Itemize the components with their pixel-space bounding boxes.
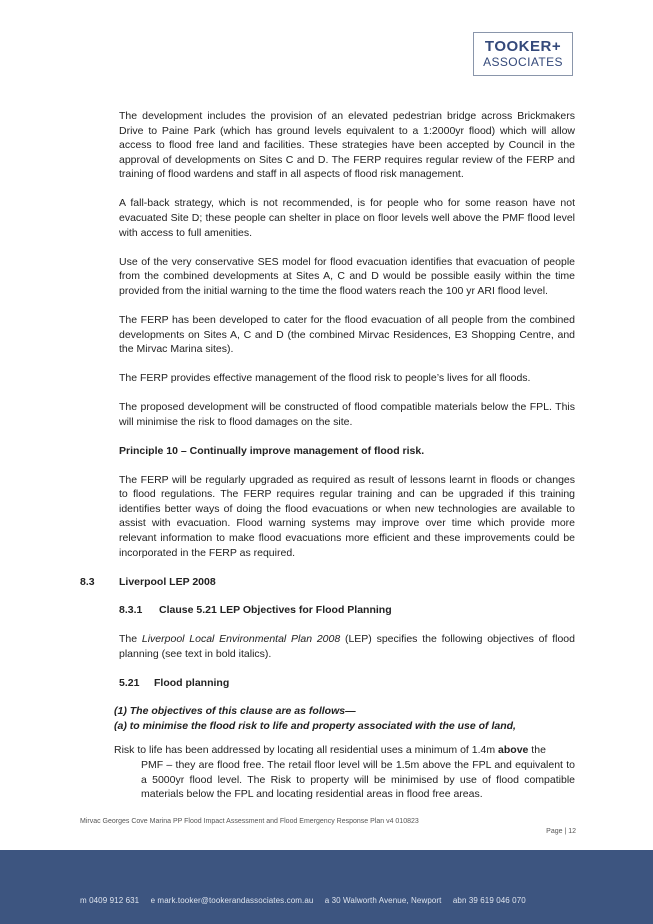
lep-title: Liverpool Local Environmental Plan 2008 — [141, 632, 341, 645]
paragraph-ferp-developed: The FERP has been developed to cater for the flood evacuation of all people from the combined developments on Sites A, C and D (the combined Mirvac Residences, E3 Shopping Centre, and the Mirvac Marina sites). — [119, 314, 575, 356]
section-8-3-title: Liverpool LEP 2008 — [119, 575, 216, 588]
paragraph-fallback: A fall-back strategy, which is not recommended, is for people who for some reason have not evacuated Site D; these people can shelter in place on floor levels well above the PMF flood level with access to full amenities. — [119, 197, 575, 239]
objectives-block — [114, 704, 575, 733]
contact-abn: abn 39 619 046 070 — [452, 896, 526, 905]
paragraph-risk — [114, 743, 575, 801]
paragraph-ferp-upgraded: The FERP will be regularly upgraded as required as result of lessons learnt in floods or changes to flood regulations. The FERP requires regular training and can be upgraded if this training identifies better ways of doing the flood evacuations or when new technologies are available to assist with evacuation. Flood warning systems may improve over time which provide more relevant information to make flood evacuations more efficient and these improvements could be incorporated in the FERP as required. — [119, 473, 575, 559]
contact-details — [80, 896, 535, 905]
section-8-3-number: 8.3 — [80, 575, 95, 588]
page-number: Page | 12 — [546, 828, 576, 835]
logo-line-1: TOOKER+ — [484, 38, 562, 55]
document-footer: Mirvac Georges Cove Marina PP Flood Impact Assessment and Flood Emergency Response Plan v4 010823 — [80, 818, 419, 825]
contact-phone: m 0409 912 631 — [80, 896, 140, 905]
risk-part-1: Risk to life has been addressed by locating all residential uses a minimum of 1.4m — [114, 744, 499, 757]
document-body — [80, 109, 575, 816]
lep-prefix: The — [119, 632, 142, 645]
principle-10-heading: Principle 10 – Continually improve management of flood risk. — [119, 445, 425, 458]
paragraph-ferp-effective: The FERP provides effective management of the flood risk to people’s lives for all floods. — [119, 372, 531, 385]
paragraph-ses-model: Use of the very conservative SES model for flood evacuation identifies that evacuation of people from the combined developments at Sites A, C and D would be possible easily within the time provided from the initial warning to the time the flood waters reach the 100 yr ARI flood level. — [119, 255, 575, 297]
paragraph-lep — [119, 632, 575, 661]
section-8-3-1-number: 8.3.1 — [119, 604, 143, 617]
paragraph-bridge: The development includes the provision of an elevated pedestrian bridge across Brickmakers Drive to Paine Park (which has ground levels equivalent to a 1:2000yr flood) which will allow access to flood free land and facilities. These strategies have been accepted by Council in the approval of developments on Sites C and D. The FERP requires regular review of the FERP and training of flood wardens and staff in all aspects of flood risk management. — [119, 110, 575, 181]
company-logo — [473, 32, 573, 76]
objective-1: (1) The objectives of this clause are as follows— — [114, 705, 356, 718]
risk-continuation: PMF – they are flood free. The retail floor level will be 1.5m above the FPL and equivalent to a 5000yr flood level. The Risk to property will be minimised by use of flood compatible materials below the FPL and locating residential areas in flood free areas. — [141, 759, 575, 801]
risk-part-2: the — [528, 744, 546, 757]
lep-suffix: (LEP) specifies the following objectives of flood planning (see text in bold italics). — [119, 632, 575, 660]
risk-bold: above — [498, 744, 529, 757]
objective-a: (a) to minimise the flood risk to life and property associated with the use of land, — [114, 719, 516, 732]
contact-band — [0, 850, 653, 924]
contact-address: a 30 Walworth Avenue, Newport — [324, 896, 442, 905]
section-8-3-1-heading — [119, 603, 575, 618]
section-8-3-heading — [80, 575, 575, 590]
section-8-3-1-title: Clause 5.21 LEP Objectives for Flood Planning — [159, 604, 392, 617]
clause-5-21-heading: 5.21 Flood planning — [119, 676, 230, 689]
contact-email: e mark.tooker@tookerandassociates.com.au — [150, 896, 314, 905]
paragraph-materials: The proposed development will be constructed of flood compatible materials below the FPL. This will minimise the risk to flood damages on the site. — [119, 401, 575, 428]
logo-line-2: ASSOCIATES — [483, 55, 563, 69]
